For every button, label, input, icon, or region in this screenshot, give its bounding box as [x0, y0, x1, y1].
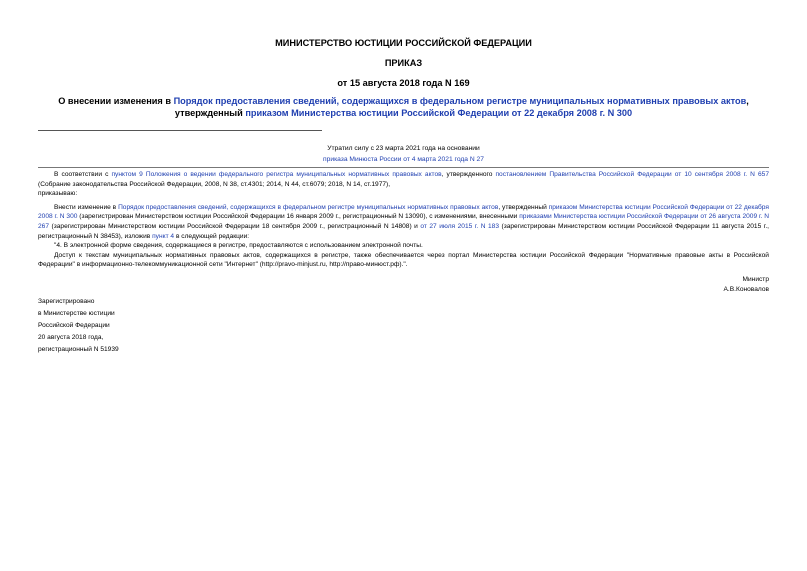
link-poryadok[interactable]: Порядок предоставления сведений, содержащихся в федеральном регистре муниципальных нормативных правовых актов: [118, 203, 499, 211]
paragraph-basis: [38, 170, 769, 189]
text-span: , утвержденного: [441, 171, 496, 178]
paragraph-amendment: [38, 203, 769, 241]
signature-name: А.В.Коновалов: [723, 286, 769, 293]
lost-force-note: [38, 143, 769, 165]
link-prikaz-267[interactable]: приказами Министерства юстиции Российской Федерации от 26 августа 2009 г. N 267: [38, 213, 770, 230]
registration-block: [38, 296, 119, 356]
signature-block: [724, 275, 769, 295]
lost-force-link[interactable]: приказа Минюста России от 4 марта 2021 года N 27: [323, 156, 484, 163]
text-span: в следующей редакции:: [174, 232, 250, 240]
text-span: (зарегистрирован Министерством юстиции Российской Федерации 18 сентября 2009 г., регистрационный N 14808) и: [49, 222, 421, 230]
title-link-prikaz[interactable]: приказом Министерства юстиции Российской Федерации от 22 декабря 2008 г. N 300: [245, 108, 633, 118]
text-span: (зарегистрирован Министерством юстиции Российской Федерации 16 января 2009 г., регистрационный N 13090), с изменениями, внесенными: [77, 213, 520, 221]
date-number-heading: от 15 августа 2018 года N 169: [337, 78, 470, 88]
doc-type-heading: ПРИКАЗ: [384, 58, 423, 68]
document-body: [38, 170, 769, 270]
document-title: [38, 95, 769, 119]
registration-line: 20 августа 2018 года,: [38, 334, 104, 341]
signature-position: Министр: [742, 276, 769, 283]
registration-line: Российской Федерации: [38, 322, 110, 329]
divider-short: [38, 130, 322, 131]
paragraph-access: Доступ к текстам муниципальных нормативных правовых актов, содержащихся в регистре, также обеспечивается через портал Министерства юстиции Российской Федерации "Нормативные правовые акты в Российской Федерации" в информационно-телекоммуникационной сети "Интернет" (http://pravo-minjust.ru, http://право-минюст.рф).".: [38, 251, 769, 269]
paragraph-order-word: приказываю:: [38, 190, 78, 198]
text-span: (зарегистрирован Министерством юстиции Российской Федерации 11 августа 2015 г., регистрационный N 38453), изложив: [38, 222, 770, 240]
link-postanovlenie[interactable]: постановлением Правительства Российской Федерации от 10 сентября 2008 г. N 657: [495, 171, 769, 178]
text-span: В соответствии с: [54, 171, 112, 178]
link-polozhenie[interactable]: пунктом 9 Положения о ведении федерального регистра муниципальных нормативных правовых актов: [111, 171, 442, 178]
text-span: (Собрание законодательства Российской Федерации, 2008, N 38, ст.4301; 2014, N 44, ст.6079; 2018, N 14, ст.1977),: [38, 180, 391, 188]
link-prikaz-183[interactable]: от 27 июля 2015 г. N 183: [420, 222, 499, 230]
divider-long: [38, 167, 769, 168]
lost-force-line: Утратил силу с 23 марта 2021 года на основании: [327, 145, 480, 152]
title-prefix: О внесении изменения в: [58, 96, 174, 106]
registration-line: в Министерстве юстиции: [38, 310, 115, 317]
text-span: , утвержденный: [498, 203, 549, 211]
registration-line: Зарегистрировано: [38, 298, 95, 305]
paragraph-point-4: "4. В электронной форме сведения, содержащиеся в регистре, предоставляются с использованием электронной почты.: [54, 242, 423, 250]
link-punkt-4[interactable]: пункт 4: [152, 232, 175, 240]
ministry-heading: МИНИСТЕРСТВО ЮСТИЦИИ РОССИЙСКОЙ ФЕДЕРАЦИИ: [275, 38, 532, 48]
text-span: Внести изменение в: [54, 203, 119, 211]
title-middle: , утвержденный: [174, 96, 749, 118]
registration-line: регистрационный N 51939: [38, 346, 119, 353]
title-link-order[interactable]: Порядок предоставления сведений, содержащихся в федеральном регистре муниципальных нормативных правовых актов: [173, 96, 747, 106]
link-prikaz-300[interactable]: приказом Министерства юстиции Российской Федерации от 22 декабря 2008 г. N 300: [38, 203, 769, 221]
